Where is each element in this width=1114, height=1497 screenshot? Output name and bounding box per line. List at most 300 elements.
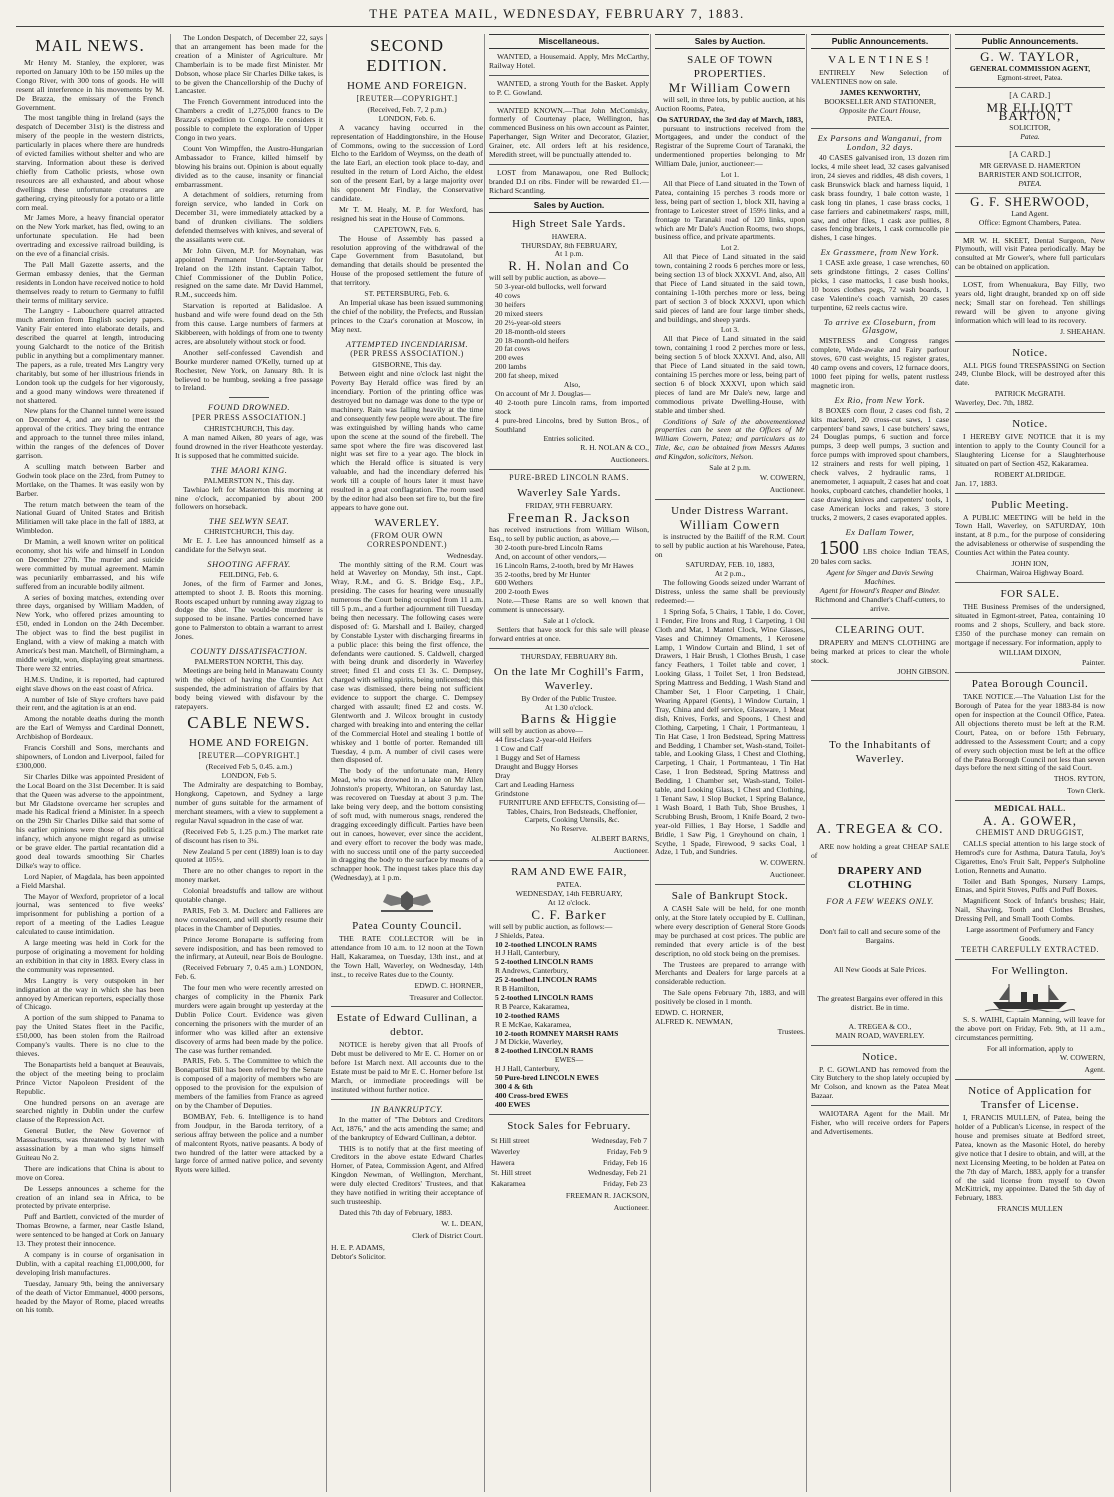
paragraph: A man named Aiken, 80 years of age, was found drowned in the river Heathcote yesterday. It is supposed that he committed suicide.	[175, 433, 323, 460]
paragraph: ARE now holding a great CHEAP SALE of	[811, 842, 949, 861]
lot-item: H J Hall, Canterbury,	[495, 1064, 560, 1074]
table-cell: Wednesday, Feb 21	[588, 1168, 647, 1178]
headline-bankrupt-stock: Sale of Bankrupt Stock.	[671, 890, 789, 903]
paragraph: New plans for the Channel tunnel were issued on December 4, and are said to meet the approval of the critics. They bring the entrance and approach to the tunnel three miles inland, within the ranges of the defences of Dover garrison.	[16, 406, 164, 460]
sale-time: At 12 o'clock.	[547, 897, 591, 907]
signature: Agent.	[1084, 1065, 1105, 1075]
lot-item: 16 Lincoln Rams, 2-tooth, bred by Mr Hawes	[495, 560, 634, 570]
card-label: [A CARD.]	[1009, 150, 1051, 160]
paragraph: Settlers that have stock for this sale will please forward entries at once.	[489, 624, 649, 643]
divider	[489, 469, 649, 470]
paragraph: Tuesday, January 9th, being the anniversary of the death of Victor Emmanuel, 4000 persons, headed by the Mayor of Rome, placed wreaths on his tomb.	[16, 1278, 164, 1315]
lot-item: 30 2-tooth pure-bred Lincoln Rams	[495, 542, 603, 552]
paragraph: I, FRANCIS MULLEN, of Patea, being the holder of a Publican's License, in respect of the house and premises situate at Bedford street, Patea, known as the Masonic Hotel, do hereby give notice that I desire to obtain, and will, at the next Licensing Meeting, to be holden at Patea on the 7th day of March, 1883, apply for a transfer of the said license from myself to Owen McKittrick, my appointee. Dated the 5th day of February, 1883.	[955, 1113, 1105, 1203]
auctioneer-name: William Cowern	[679, 516, 781, 532]
paragraph: Prince Jerome Bonaparte is suffering from severe indisposition, and has been removed to the infirmary, at Auteuil, near Bois de Boulogne.	[175, 934, 323, 962]
intro: will sell by public auction, as follows:—	[489, 921, 613, 931]
masthead-rule	[16, 26, 1104, 27]
divider	[811, 1105, 949, 1106]
lot-heading: Lot 1.	[720, 170, 740, 180]
cable-news-title: CABLE NEWS.	[187, 713, 311, 733]
stock-sales-table	[489, 1135, 649, 1192]
headline-inhabitants: To the Inhabitants of Waverley.	[829, 739, 931, 766]
lot-item: 400 EWES	[495, 1099, 531, 1109]
paragraph: Mrs Langtry is very outspoken in her indignation at the way in which she has been annoyed by American reporters, especially those of Chicago.	[16, 975, 164, 1012]
auctioneer-name: Barns & Higgie	[520, 711, 618, 727]
paragraph: ENTIRELY New Selection of VALENTINES now on sale.	[811, 67, 949, 86]
paragraph: A PUBLIC MEETING will be held in the Town Hall, Waverley, on SATURDAY, 10th instant, at 8 p.m., for the purpose of considering the advisableness or otherwise of suspending the Counties Act within the Patea county.	[955, 512, 1105, 558]
headline-few-weeks: FOR A FEW WEEKS ONLY.	[826, 896, 934, 907]
divider	[955, 146, 1105, 147]
paragraph: The Sale opens February 7th, 1883, and will positively be closed in 1 month.	[655, 988, 805, 1007]
signature: Auctioneer.	[769, 870, 805, 880]
sale-date: THURSDAY, 8th FEBRUARY,	[520, 240, 618, 250]
masthead: THE PATEA MAIL, WEDNESDAY, FEBRUARY 7, 1883.	[369, 6, 745, 21]
lot-item: 200 lambs	[495, 362, 527, 372]
paragraph: Magnificent Stock of Infant's brushes; Hair, Nail, Shaving, Tooth and Clothes Brushes, Dressing Pell, and Small Tooth Combs.	[955, 896, 1105, 924]
sale-date: THURSDAY, FEBRUARY 8th.	[520, 651, 618, 661]
paragraph: THE RATE COLLECTOR will be in attendance from 10 a.m. to 12 noon at the Town Hall, Kakaramea, on Tuesday, 13th inst., and at the Town Hall, Waverley, on Wednesday, 14th inst., to receive Rates due to the County.	[331, 934, 483, 979]
table-cell: Friday, Feb 16	[602, 1157, 647, 1167]
paragraph: CALLS special attention to his large stock of Hemrod's cure for Asthma, Datura Tatula, Joy's Cigarettes, Eno's Fruit Salt, Pepper's Sulpholine Lotion, Rennetts and Aunatto.	[955, 838, 1105, 875]
press-credit: (PER PRESS ASSOCIATION.)	[350, 349, 464, 359]
paragraph: The Pall Mall Gazette asserts, and the German embassy denies, that the German residents in London have received notice to hold themselves ready to return to Germany to fulfil their terms of military service.	[16, 259, 164, 305]
steamship-icon	[985, 982, 1075, 1012]
table-cell: Waverley	[491, 1146, 520, 1156]
lot-item: J Shields, Patea.	[495, 930, 545, 940]
lot-item: H J Hall, Canterbury,	[495, 948, 560, 958]
lot-item: 50 3-year-old bullocks, well forward	[495, 282, 607, 292]
headline-ex-ship: To arrive ex Closeburn, from Glasgow,	[823, 316, 937, 336]
table-cell: Friday, Feb 23	[602, 1179, 647, 1189]
divider	[955, 672, 1105, 673]
paragraph: The House of Assembly has passed a resolution approving of the withdrawal of the Cape Government from Basutoland, but demanding that details should be presented the House of the proposed settlement the future of that territory.	[331, 233, 483, 288]
lot-item: FURNITURE AND EFFECTS, Consisting of—	[498, 797, 646, 807]
lot-item: Tables, Chairs, Iron Bedsteads, Cheffonier, Carpets, Cooking Utensils, &c.	[506, 806, 638, 825]
note: Note.—These Rams are so well known that comment is unnecessary.	[489, 596, 649, 615]
lot-item: 200 ewes	[495, 353, 524, 363]
no-reserve: No Reserve.	[550, 824, 588, 834]
lot-list	[489, 736, 649, 825]
paragraph: A sculling match between Barber and Godwin took place on the 23rd, from Putney to Mortlake, on the Thames. It was easily won by Barber.	[16, 461, 164, 498]
lot-item: 20 mixed steers	[495, 308, 543, 318]
paragraph: Dated this 7th day of February, 1883.	[339, 1207, 453, 1217]
table-cell: St Hill street	[491, 1135, 530, 1145]
headline-waverley-yards: Waverley Sale Yards.	[517, 487, 621, 500]
signature: R. H. NOLAN & CO.,	[580, 443, 649, 453]
order-line: By Order of the Public Trustee.	[521, 693, 617, 703]
agent-line: Agent for Singer and Davis Sewing Machines.	[826, 568, 934, 587]
auctioneer-name: Freeman R. Jackson	[507, 510, 631, 526]
reuter-credit: [REUTER—COPYRIGHT.]	[198, 751, 300, 761]
headline-public-meeting: Public Meeting.	[991, 498, 1069, 511]
lot-item: 8 2-toothed LINCOLN RAMS	[495, 1046, 594, 1056]
headline-clearing-out: CLEARING OUT.	[835, 623, 925, 636]
headline-notice: Notice.	[1012, 418, 1048, 431]
merchant-name: G. F. SHERWOOD,	[970, 193, 1090, 209]
merchant-place: Office: Egmont Chambers, Patea.	[978, 217, 1082, 227]
headline-ex-ship: Ex Parsons and Wanganui, from London, 32 days.	[817, 133, 943, 153]
lot-item: 10 2-toothed RAMS	[495, 1010, 560, 1020]
table-row	[491, 1169, 647, 1178]
paragraph: A CASH Sale will be held, for one month only, at the Store lately occupied by E. Cullinan, where every description of General Store Goods may be purchased at cost prices. The public are reminded that every article is of the best description, no old stock being on the premises.	[655, 904, 805, 958]
signature: W. COWERN.	[759, 858, 805, 868]
agent-line: Agent for Howard's Reaper and Binder.	[819, 586, 941, 596]
paragraph: Francis Corshill and Sons, merchants and shipowners, of London and Liverpool, failed for £300,000.	[16, 743, 164, 770]
signature: ALBERT BARNS,	[590, 834, 649, 844]
paragraph: Toilet and Bath Sponges, Nursery Lamps, Etnas, and Spirit Stoves, Puffs and Puff Boxes.	[955, 876, 1105, 895]
merchant-trade: GENERAL COMMISSION AGENT,	[969, 63, 1091, 73]
headline-estate: Estate of Edward Cullinan, a debtor.	[336, 1012, 478, 1039]
agent-line: Richmond and Chandler's Chaff-cutters, to arrive.	[814, 595, 946, 613]
paragraph: H.M.S. Undine, it is reported, had captured eight slave dhows on the east coast of Africa.	[16, 674, 164, 693]
signature: Auctioneer.	[613, 1203, 649, 1213]
tagline: The greatest Bargains ever offered in this district. Be in time.	[817, 993, 943, 1012]
headline-license-transfer: Notice of Application for Transfer of License.	[968, 1085, 1092, 1112]
lot-item: R B Pearce, Kakaramea,	[495, 1001, 570, 1011]
merchant-name: JAMES KENWORTHY,	[839, 87, 921, 97]
signature: A. TREGEA & CO.,	[848, 1021, 912, 1031]
table-row	[491, 1148, 647, 1157]
signature: MAIN ROAD, WAVERLEY.	[835, 1030, 925, 1040]
headline-wellington: For Wellington.	[991, 964, 1069, 977]
paragraph: Lord Napier, of Magdala, has been appointed a Field Marshal.	[16, 871, 164, 890]
divider	[955, 276, 1105, 277]
place: HAWERA.	[551, 231, 587, 241]
divider	[331, 1099, 483, 1100]
signature: JOHN GIBSON.	[897, 666, 949, 676]
paragraph: pursuant to instructions received from the Mortgagees, and under the conduct of the Registrar of the Supreme Court of Taranaki, the undermentioned properties belonging to Mr William Dale, junior, auctioneer:—	[655, 123, 805, 169]
dateline: LONDON, Feb 5.	[221, 771, 277, 781]
divider	[655, 499, 805, 500]
paragraph: One hundred persons on an average are searched nightly in Dublin under the curfew clause of the Repression Act.	[16, 1097, 164, 1125]
column-6	[806, 34, 949, 1492]
paragraph: The Mayor of Wexford, proprietor of a local journal, was sentenced to five weeks' imprisonment for publishing a portion of a report of a meeting of the Ladies League calculated to cause intimidation.	[16, 891, 164, 937]
coat-of-arms-icon	[377, 888, 437, 914]
headline-county-council: Patea County Council.	[352, 920, 462, 933]
headline-for-sale: FOR SALE.	[1000, 587, 1060, 600]
paragraph: A number of Isle of Skye crofters have paid their rent, and the agitation is at an end.	[16, 694, 164, 713]
merchant-trade: CHEMIST AND DRUGGIST,	[975, 828, 1085, 837]
paragraph: Conditions of Sale of the abovementioned properties can be seen at the Offices of Mr William Cowern, Patea; and particulars as to Title, &c, can be obtained from Messrs Adams and Kingdon, solicitors, Nelson.	[655, 416, 805, 462]
signature: Clerk of District Court.	[412, 1230, 483, 1240]
paragraph: DRAPERY and MEN'S CLOTHING are being marked at prices to clear the whole stock.	[811, 637, 949, 665]
column-3	[326, 34, 483, 1492]
lot-item: Also,	[563, 380, 581, 390]
signature: FRANCIS MULLEN	[997, 1204, 1063, 1214]
divider	[955, 341, 1105, 342]
paragraph: (Received Feb 5, 1.25 p.m.) The market rate of discount has risen to 3¼.	[175, 826, 323, 845]
signature: Auctioneer.	[769, 484, 805, 494]
sale-date: WEDNESDAY, 14th FEBRUARY,	[515, 888, 623, 898]
intro: has received instructions from William Wilson, Esq., to sell by public auction, as above,—	[489, 524, 649, 543]
merchant-trade: SOLICITOR,	[1009, 123, 1051, 133]
paragraph: The monthly sitting of the R.M. Court was held at Waverley on Monday, 5th inst., Capt. Wray, R.M., and G. S. Bridge Esq., J.P., presiding. The cases for hearing were unusually numerous the Court being occupied from 11 a.m. till 5 p.m., and a further adjournment till Tuesday being then necessary. The following cases were disposed of: G. Marshall and I. Bailey, charged by Constable Lyster with discharging firearms in a public place: this being the first offence, the defendants were cautioned. S. Caldwell, charged with being drunk and disorderly in Waverley street; fined £1 and costs £1 3s. C. Dempsey, charged with selling spirits, being unlicensed; this case was dismissed, there being not sufficient evidence to support the charge. C. Dempsey charged with assault; fined £2 and costs. W. Glentworth and J. Wilcox brought in custody charged with breaking into and entering the cellar of the Commercial Hotel and stealing 1 bottle of whiskey and 1 bottle of porter. Remanded till Tuesday, 4 p.m. A number of civil cases were then disposed of.	[331, 559, 483, 765]
lot-item: 30 heifers	[495, 299, 526, 309]
column-2	[170, 34, 323, 1492]
lot-item: 40 cows	[495, 291, 521, 301]
signature: Auctioneers.	[610, 455, 649, 465]
headline-borough-council: Patea Borough Council.	[971, 678, 1089, 691]
lot-list	[489, 283, 649, 434]
lot-item: Grindstone	[495, 788, 529, 798]
headline-waverley: WAVERLEY.	[374, 516, 440, 529]
table-row	[491, 1159, 647, 1168]
lot-item: 25 2-toothed LINCOLN RAMS	[495, 975, 597, 985]
paragraph: PARIS, Feb 3. M. Duclerc and Fallieres are now convalescent, and will shortly resume their places in the Chamber of Deputies.	[175, 905, 323, 933]
dateline: PALMERSTON N., This day.	[203, 475, 295, 485]
paragraph: All that Piece of Land situated in the said town, containing 2 roods 6 perches more or less, being section 13 of block XXXVI. And, also, All that Piece of Land situated in the said town, containing 1-10th perches more or less, being part of section 3 of block XXXVI, upon which said pieces of land are four large timber sheds, and buildings, and sheep yards.	[655, 252, 805, 324]
headline-notice: Notice.	[862, 1050, 898, 1063]
divider	[955, 1079, 1105, 1080]
headline-town-properties: SALE OF TOWN PROPERTIES.	[687, 53, 773, 80]
lot-item: On account of Mr J. Douglas—	[495, 389, 591, 398]
lot-item: 44 first-class 2-year-old Heifers	[495, 735, 592, 745]
signature: Town Clerk.	[1067, 786, 1105, 796]
lot-item: 200 fat sheep, mixed	[495, 371, 559, 381]
lot-item: 20 2½-year-old steers	[495, 317, 561, 327]
paragraph: PARIS, Feb. 5. The Committee to which the Bonapartist Bill has been referred by the Senate is composed of a majority of members who are opposed to the provision for the expulsion of members of the families from France as agreed on by the Chamber of Deputies.	[175, 1056, 323, 1110]
paragraph: Puff and Bartlett, convicted of the murder of Thomas Browne, a farmer, near Castle Island, were sentenced to be hanged at Cork on January 13. They protest their innocence.	[16, 1212, 164, 1249]
merchant-place: Patea.	[1020, 132, 1040, 142]
received-line: (Received, Feb. 7, 2 p.m.)	[367, 104, 447, 114]
sale-time: At 2 p.m.,	[714, 569, 746, 579]
lot-item: 20 18-month-old heifers	[495, 335, 569, 345]
signature: FREEMAN R. JACKSON,	[565, 1191, 649, 1201]
paragraph: A vacancy having occurred in the representation of Haddingtonshire, in the House of Commons, owing to the succession of Lord Elcho to the Earldom of Weymss, on the death of the late Earl, an election took place to-day, and resulted in the return of Lord Aicho, the eldest son of the present Earl, by a large majority over his opponent Mr Findlay, the Conservative candidate.	[331, 122, 483, 203]
section-public-announcements: Public Announcements.	[955, 34, 1105, 49]
divider	[955, 582, 1105, 583]
sale-time: At 1.30 o'clock.	[544, 702, 594, 712]
paragraph: Jones, of the firm of Farmer and Jones, attempted to shoot J. B. Roots this morning. Roots escaped unhurt by running away zigzag to dodge the shot. The would-be murderer is supposed to be insane. Parties concerned have gone to Palmerston to obtain a warrant to arrest Jones.	[175, 578, 323, 642]
signature: W. L. DEAN,	[441, 1218, 483, 1228]
headline-bankruptcy: IN BANKRUPTCY.	[370, 1103, 444, 1114]
paragraph: A portion of the sum shipped to Panama to pay the United States fleet in the Pacific, £50,000, has been stolen from the Railroad Company's vaults. There is no clue to the thieves.	[16, 1013, 164, 1058]
lot-item: Dray	[495, 770, 511, 780]
paragraph: S. S. WAIHI, Captain Manning, will leave for the above port on Friday, Feb. 9th, at 11 a.m., circumstances permitting.	[955, 1014, 1105, 1042]
merchant-name: MR GERVASE D. HAMERTON	[979, 161, 1081, 171]
merchant-name: MR ELLIOTT BARTON,	[986, 99, 1074, 124]
headline-county-dissatisfaction: COUNTY DISSATISFACTION.	[190, 646, 308, 657]
lot-list	[489, 932, 649, 1057]
card-label: [A CARD.]	[1009, 90, 1051, 100]
paragraph: 1 Spring Sofa, 5 Chairs, 1 Table, 1 do. Cover, 1 Fender, Fire Irons and Rug, 1 Carpeting, 1 Oil Cloth and Mat, 1 Mantel Clock, Wine Glasses, Vases and Chimney Ornaments, 1 Kerosene Lamp, 1 Window Curtain and Blind, 1 set of Drawers, 1 Hair Brush, 1 Clothes Brush, 1 case fancy Feathers, 1 Toilet table and cover, 1 Looking Glass, 1 Toilet Set, 1 Iron Bedstead, Spring Mattress and Bedding, 1 Wash Stand and Chamber Set, 1 Floor Carpeting, 1 Chair, Wearing Apparel (Gents), 1 Window Curtain, 1 Tray, China and delf service, Glassware, 1 Meat dish, Knives, Forks, and Spoons, 1 Chest and Clothing, Carpeting, 1 Chair, 1 Portmanteau, 1 Tin Hat Case, 1 Iron Bedstead, Spring Mattress and Bedding, 1 Chamber set, Wash-stand, Toilet-table, and Looking Glass, 1 Chest and Clothing, Carpeting, 1 Chair, 1 Portmanteau, 1 Tin Hat Case, 1 Iron Bedstead, Spring Mattress and Bedding, 1 Chamber set, Wash-stand, Toilet-table, and Looking Glass, 1 Chest and Clothing, 1 Tenant Saw, 1 Slop Bucket, 1 Spring Balance, 1 Wash Board, 1 Bath Tub, Shoe Brushes, 1 Scrubbing Brush, Broom, 1 Knife Board, 2 two-year-old Fillies, 1 Bay Horse, 1 Saddle and Bridle, 1 Saw Pig, 1 Greyhound on chain, 1 Scythe, 1 Spade, Firewood, 9 sacks Coal, 1 Adze, 1 Tub, and Sundries.	[655, 606, 805, 857]
divider	[955, 800, 1105, 801]
signature: W. COWERN,	[759, 472, 805, 482]
merchant-trade: Land Agent.	[1011, 208, 1049, 218]
received-line: (Received Feb 5, 0.45. a.m.)	[205, 762, 293, 772]
divider	[811, 128, 949, 129]
date-line: Jan. 17, 1883.	[955, 478, 998, 488]
press-credit: [PER PRESS ASSOCIATION.]	[192, 413, 306, 423]
divider	[489, 860, 649, 861]
dateline: FEILDING, Feb. 6.	[219, 569, 279, 579]
paragraph: A series of boxing matches, extending over three days, organised by William Madden, of New York, who offered prizes amounting to £50, ended in London on the 24th December. The object was to find the best pugilist in England, with a view of making a match with America's best man. Matchell, of Birmingham, a middle weight, won, displaying great smartness. There were 32 entries.	[16, 592, 164, 673]
headline-distress-warrant: Under Distress Warrant.	[671, 504, 789, 517]
lot-item: 20 fat cows	[495, 344, 531, 354]
paragraph: There are indications that China is about to move on Corea.	[16, 1163, 164, 1182]
signature: JOHN ION,	[1011, 559, 1049, 569]
divider	[489, 102, 649, 103]
signature: PATRICK McGRATH.	[994, 389, 1066, 399]
sale-time: Sale at 1 o'clock.	[543, 616, 595, 626]
paragraph: Another self-confessed Cavendish and Bourke murderer named O'Kelly, turned up at Rochester, New York, on January 8th. It is believed to be humbug, seeking a free passage to Ireland.	[175, 347, 323, 393]
paragraph: The Bonapartists held a banquet at Beauvais, the object of the meeting being to proclaim Prince Victor Napoleon President of the Republic.	[16, 1059, 164, 1096]
reuter-credit: [REUTER—COPYRIGHT.]	[356, 94, 458, 103]
dateline: ST. PETERSBURG, Feb. 6.	[364, 289, 450, 299]
headline-drapery: DRAPERY AND CLOTHING	[837, 865, 923, 892]
lot-item: R Andrews, Canterbury,	[495, 966, 569, 976]
divider	[955, 412, 1105, 413]
headline-ex-ship: Ex Dallam Tower,	[845, 526, 915, 537]
signature: ALFRED K. NEWMAN,	[655, 1017, 733, 1026]
auctioneer-name: C. F. Barker	[531, 906, 607, 922]
paragraph: THIS is to notify that at the first meeting of Creditors in the above estate Edward Charles Horner, of Patea, Commission Agent, and Alfred Kingdon Newman, of Wellington, Merchant, were duly elected Creditors' Trustees, and that they have notified in writing their acceptance of such trusteeship.	[331, 1143, 483, 1206]
section-sales-by-auction: Sales by Auction.	[489, 198, 649, 213]
table-cell: Friday, Feb 9	[606, 1146, 647, 1156]
table-cell: Wednesday, Feb 7	[591, 1135, 647, 1145]
headline-valentines: VALENTINES!	[828, 53, 932, 66]
paragraph: The French Government introduced into the Chambers a credit of 1,275,000 francs to De Brazza's expedition to Congo. He considers it possible to complete the exploration of Upper Congo in two years.	[175, 97, 323, 142]
paragraph: MISTRESS and Congress ranges complete, Wide-awake and Fairy parlour stoves, 670 cast weights, 15 register grates, 40 camp ovens and covers, 12 furnace doors, 1000 feet piping for wells, patent rustless magnetic iron.	[811, 336, 949, 390]
lot-item: 10 2-tooth ROMNEY MARSH RAMS	[495, 1028, 619, 1038]
divider	[489, 648, 649, 649]
paragraph: will sell, in three lots, by public auction, at his Auction Rooms, Patea,	[655, 94, 805, 113]
lot-item: 4 pure-bred Lincolns, bred by Sutton Bros., of Southland	[495, 415, 649, 434]
headline-medical-hall: MEDICAL HALL.	[994, 804, 1066, 814]
home-foreign-subtitle: HOME AND FOREIGN.	[188, 737, 310, 750]
headline-maori-king: THE MAORI KING.	[210, 464, 288, 475]
paragraph: The Langtry - Labouchere quarrel attracted much attention from English society papers. Vanity Fair entered into elaborate details, and described the quarrel at length, introducing young Galchardt to the notice of the British public in anything but a complimentary manner. The papers, as a rule, treated Mrs Langtry very charitably, but some of her illustrious friends in London took up the cudgels for her vigorously, and a good many windows were threatened if not shattered.	[16, 306, 164, 405]
sale-date: SATURDAY, FEB. 10, 1883,	[685, 560, 775, 570]
paragraph: 8 BOXES corn flour, 2 cases cod fish, 2 kits mackerel, 20 cross-cut saws, 1 case carpenters' band saws, 1 case butchers' saws, 24 Douglas pumps, 6 suction and force pumps, 3 deep well pumps, 3 suction and force pumps with improved spout chambers, 12 strainers and rests for well piping, 1 check valves, 2 hydraulic rams, 1 anemometer, 1 aquapult, 2 cases hat and coat hooks, cupboard catches, chandelier hooks, 1 case drawing knives and carpenters' tools, 1 case American locks and rakes, 3 store trucks, 2 mowers, 2 cases evaporated apples.	[811, 405, 949, 522]
headline-tregea: A. TREGEA & CO.	[816, 822, 944, 838]
paragraph: Tawhiao left for Masterton this morning at nine o'clock, accompanied by about 200 followers on horseback.	[175, 484, 323, 512]
paragraph: The return match between the team of the National Guard of United States and British Militiamen will take place in the fall of 1883, at Wimbledon.	[16, 499, 164, 536]
table-cell: Kakaramea	[491, 1179, 526, 1189]
paragraph: P. C. GOWLAND has removed from the City Butchery to the shop lately occupied by Mr Colson, and known as the Patea Meat Bazaar.	[811, 1064, 949, 1101]
tagline: Don't fail to call and secure some of the Bargains.	[819, 927, 941, 946]
merchant-place: Egmont-street, Patea.	[997, 72, 1063, 82]
lot-heading: Lot 3.	[720, 325, 740, 335]
section-public-announcements: Public Announcements.	[811, 34, 949, 49]
paragraph: MR W. H. SKEET, Dental Surgeon, New Plymouth, will visit Patea periodically. May be consulted at Mr Gower's, where full particulars can be obtained on application.	[955, 235, 1105, 272]
lot-item: And, on account of other vendors,—	[495, 551, 607, 561]
dateline: Wednesday.	[446, 550, 483, 560]
paragraph: (Received February 7, 0.45 a.m.) LONDON, Feb. 6.	[175, 963, 323, 982]
dateline: CAPETOWN, Feb. 6.	[373, 224, 441, 234]
headline-sale-yards: High Street Sale Yards.	[512, 217, 626, 230]
signature: Auctioneer.	[613, 846, 649, 856]
divider	[489, 75, 649, 76]
signature: Chairman, Wairoa Highway Board.	[976, 567, 1084, 577]
paragraph: All that Piece of Land situated in the Town of Patea, containing 15 perches 3 roods more or less, being part of section 1, block XII, having a frontage to Leicester street of 159½ links, and a frontage to Taranaki road of 120 links, upon which are Mr Dale's Auction Rooms, two shops, business office, and private apartments.	[655, 178, 805, 242]
mail-news-title: MAIL NEWS.	[35, 36, 145, 55]
correspondent-credit: (FROM OUR OWN CORRESPONDENT.)	[366, 530, 448, 549]
divider	[811, 1045, 949, 1046]
paragraph: I HEREBY GIVE NOTICE that it is my intention to apply to the County Council for a Slaughtering License for a Slaughterhouse situated on part of Section 452, Kakaramea.	[955, 432, 1105, 468]
lot-item: 10 2-toothed LINCOLN RAMS	[495, 939, 597, 949]
paragraph: THE Business Premises of the undersigned, situated in Egmont-street, Patea, containing 10 rooms and 2 shops, Scullery, and back store. £350 of the purchase money can remain on mortgage if necessary. For information, apply to	[955, 601, 1105, 647]
paragraph: Between eight and nine o'clock last night the Poverty Bay Herald office was fired by an incendiary. Portion of the printing office was destroyed but no damage was done to the type or machinery. Rain was falling heavily at the time and consequently few people were about. The fire was extinguished by willing hands who came upon the scene at the sound of the firebell. The same spot where the fire was discovered last night was set fire to a year ago. The block in which the Herald office is situated is very valuable, and had the incendiary deferred his work till a couple of hours later it must have resulted in a great conflagration. The room used by the editor had also been set fire to, but the fire appears to have gone out.	[331, 369, 483, 512]
table-cell: St. Hill street	[491, 1168, 532, 1178]
column-5	[650, 34, 805, 1492]
dateline: GISBORNE, This day.	[372, 360, 442, 370]
signature: WILLIAM DIXON,	[999, 648, 1061, 658]
tagline: All New Goods at Sale Prices.	[833, 965, 927, 974]
headline-coghill-farm: On the late Mr Coghill's Farm, Waverley.	[493, 665, 645, 692]
paragraph: Meetings are being held in Manawatu County with the object of having the Counties Act suspended, the administration of affairs by that body being viewed with disfavour by the ratepayers.	[175, 665, 323, 711]
paragraph: 1 CASE axle grease, 1 case wrenches, 60 sets grindstone fittings, 2 cases Collins' picks, 1 case mattocks, 1 case bush hooks, 10 boxes clothes pegs, 72 wash boards, 1 case Valentine's coach varnish, 20 cases turpentine, 62 reels cactus wire.	[811, 258, 949, 312]
paragraph: New Zealand 5 per cent (1889) loan is to day quoted at 105½.	[175, 846, 323, 865]
merchant-place: PATEA.	[1018, 178, 1042, 188]
dateline: CHRISTCHURCH, This day.	[203, 527, 295, 537]
lot-item: 300 4 & 6th	[495, 1082, 533, 1091]
lot-item: 35 2-tooths, bred by Mr Hunter	[495, 569, 591, 579]
ad-paragraph: WANTED KNOWN.—That John McComisky, formerly of Courtenay place, Wellington, has commenced Business on his own account as Painter, Paperhanger, Sign Writer and Decorator, Glazier, Grainer, etc. All orders left at his residence, Meredith street, will be punctually attended to.	[489, 105, 649, 160]
paragraph: The Admiralty are despatching to Bombay, Hongkong, Capetown, and Sydney a large number of guns suitable for the armament of merchant steamers, with a view to supplement a regular Naval squadron in the case of war.	[175, 780, 323, 825]
paragraph: A detachment of soldiers, returning from foreign service, who landed in Cork on December 31, were immediately attacked by a band of drunken civilians. The soldiers defended themselves with knives, and several of the assailants were cut.	[175, 190, 323, 244]
section-sales-by-auction: Sales by Auction.	[655, 34, 805, 49]
paragraph: There are no other changes to report in the money market.	[175, 866, 323, 885]
headline-shooting-affray: SHOOTING AFFRAY.	[207, 558, 291, 569]
paragraph: The Trustees are prepared to arrange with Merchants and Dealers for large parcels at a considerable reduction.	[655, 959, 805, 987]
sale-time: At 1 p.m.	[554, 249, 584, 259]
column-4	[484, 34, 649, 1492]
divider	[955, 232, 1105, 233]
paragraph: The most tangible thing in Ireland (says the despatch of December 31st) is the distress and misery of the people in the western districts, particularly in places where there are hundreds of evicted families without shelter and who are starving. Information about these is derived chiefly from Catholic priests, whose own resources are all exhausted, and about whose dwellings these unfortunate creatures are gathering, crying piteously for a potato or a little corn meal.	[16, 113, 164, 212]
lot-item: 600 Wethers	[495, 578, 533, 588]
paragraph: The following Goods seized under Warrant of Distress, unless the same shall be previously redeemed:—	[655, 578, 805, 606]
dateline: CHRISTCHURCH, This day.	[203, 424, 295, 434]
paragraph: General Butler, the New Governor of Massachusetts, was threatened by letter with assassination by a man who signs himself Guiteau No 2.	[16, 1126, 164, 1162]
paragraph: 40 CASES galvanised iron, 13 dozen rim locks, 4 mile sheet lead, 32 cases galvanised iron, 24 sieves and riddles, 48 dish covers, 1 cask Brunswick black and harness liquid, 1 cask brass foundry, 1 bale cotton waste, 1 cask long tin planes, 1 case brass cocks, 1 case farriers and cabinetmakers' rasps, mill, saw, and other files, 1 cask axe pullies, 8 cases fencing brackets, 1 cask cornucolle pie dishes, 1 case hinges.	[811, 153, 949, 243]
paragraph: ALL PIGS found TRESPASSING on Section 249, Clunbe Block, will be destroyed after this date.	[955, 360, 1105, 388]
section-miscellaneous: Miscellaneous.	[489, 34, 649, 49]
lot-item: 5 2-toothed LINCOLN RAMS	[495, 992, 594, 1002]
headline-notice: Notice.	[1012, 346, 1048, 359]
divider	[489, 1114, 649, 1115]
lot-item: 40 2-tooth pure Lincoln rams, from imported stock	[495, 397, 649, 416]
lot-list	[489, 544, 649, 597]
paragraph: NOTICE is hereby given that all Proofs of Debt must be delivered to Mr E. C. Horner on or before 1st March next. All accounts due to the Estate must be paid to Mr E. C. Horner before 1st March, or immediate proceedings will be instituted without further notice.	[331, 1040, 483, 1094]
paragraph: All that Piece of Land situated in the said town, containing 1 rood 2 perches more or less, being section 5 of block XXXVI. And, also, All that Piece of Land situated in the said town, containing 15 perches more or less, being part of section 6 of block XXXVI, upon which said pieces of land are Mr Dale's new, large and commodious private Dwelling-House, with stable and timber shed.	[655, 334, 805, 415]
divider	[955, 87, 1105, 88]
home-foreign-subtitle: HOME AND FOREIGN.	[346, 80, 468, 92]
signature: ROBERT ALDRIDGE.	[994, 469, 1066, 479]
divider	[811, 618, 949, 619]
auctioneer-name: Mr William Cowern	[668, 79, 792, 95]
signature: W. COWERN,	[1059, 1053, 1105, 1063]
merchant-name: A. A. GOWER,	[983, 813, 1077, 829]
merchant-name: G. W. TAYLOR,	[980, 48, 1080, 64]
divider	[655, 884, 805, 885]
paragraph: For all information, apply to	[986, 1043, 1074, 1053]
paragraph: An Imperial ukase has been issued summoning the chief of the nobility, the Prefects, and Russian princes to the Czar's coronation at Moscow, in May next.	[331, 297, 483, 334]
paragraph: Mr John Given, M.P. for Moynahan, was appointed Permanent Under-Secretary for Ireland on the 12th instant. Captain Talbot, Chief Commissioner of the Dublin Police, resigned on the same date. Mr David Hammel, R.M., succeeds him.	[175, 245, 323, 300]
paragraph: LOST, from Whenuakura, Bay Filly, two years old, light draught, branded xp on off side neck; Small star on forehead. Ten shillings reward will be given to anyone giving information which will lead to its recovery.	[955, 280, 1105, 325]
lot-item: Draught and Buggy Horses	[495, 762, 578, 771]
paragraph: In the matter of "The Debtors and Creditors Act, 1876," and the acts amending the same; and of the bankruptcy of Edward Cullinan, a debtor.	[331, 1114, 483, 1142]
headline-stock-sales: Stock Sales for February.	[507, 1119, 631, 1132]
signature: THOS. RYTON,	[1053, 774, 1105, 784]
headline-incendiarism: ATTEMPTED INCENDIARISM.	[345, 338, 469, 349]
paragraph: De Lesseps announces a scheme for the creation of an inland sea in Africa, to be protected by private enterprise.	[16, 1183, 164, 1211]
divider	[489, 164, 649, 165]
headline-ram-ewe-fair: RAM AND EWE FAIR,	[511, 866, 627, 879]
paragraph: BOMBAY, Feb. 6. Intelligence is to hand from Joudpur, in the Baroda territory, of a serious affray between the police and a number of malcontent Ryots, native peasants. A body of two hundred of the latter were attacked by a large force of armed native police, and seventy Ryots were killed.	[175, 1111, 323, 1175]
paragraph: A company is in course of organisation in Dublin, with a capital reaching £1,000,000, for developing Irish manufactures.	[16, 1250, 164, 1277]
